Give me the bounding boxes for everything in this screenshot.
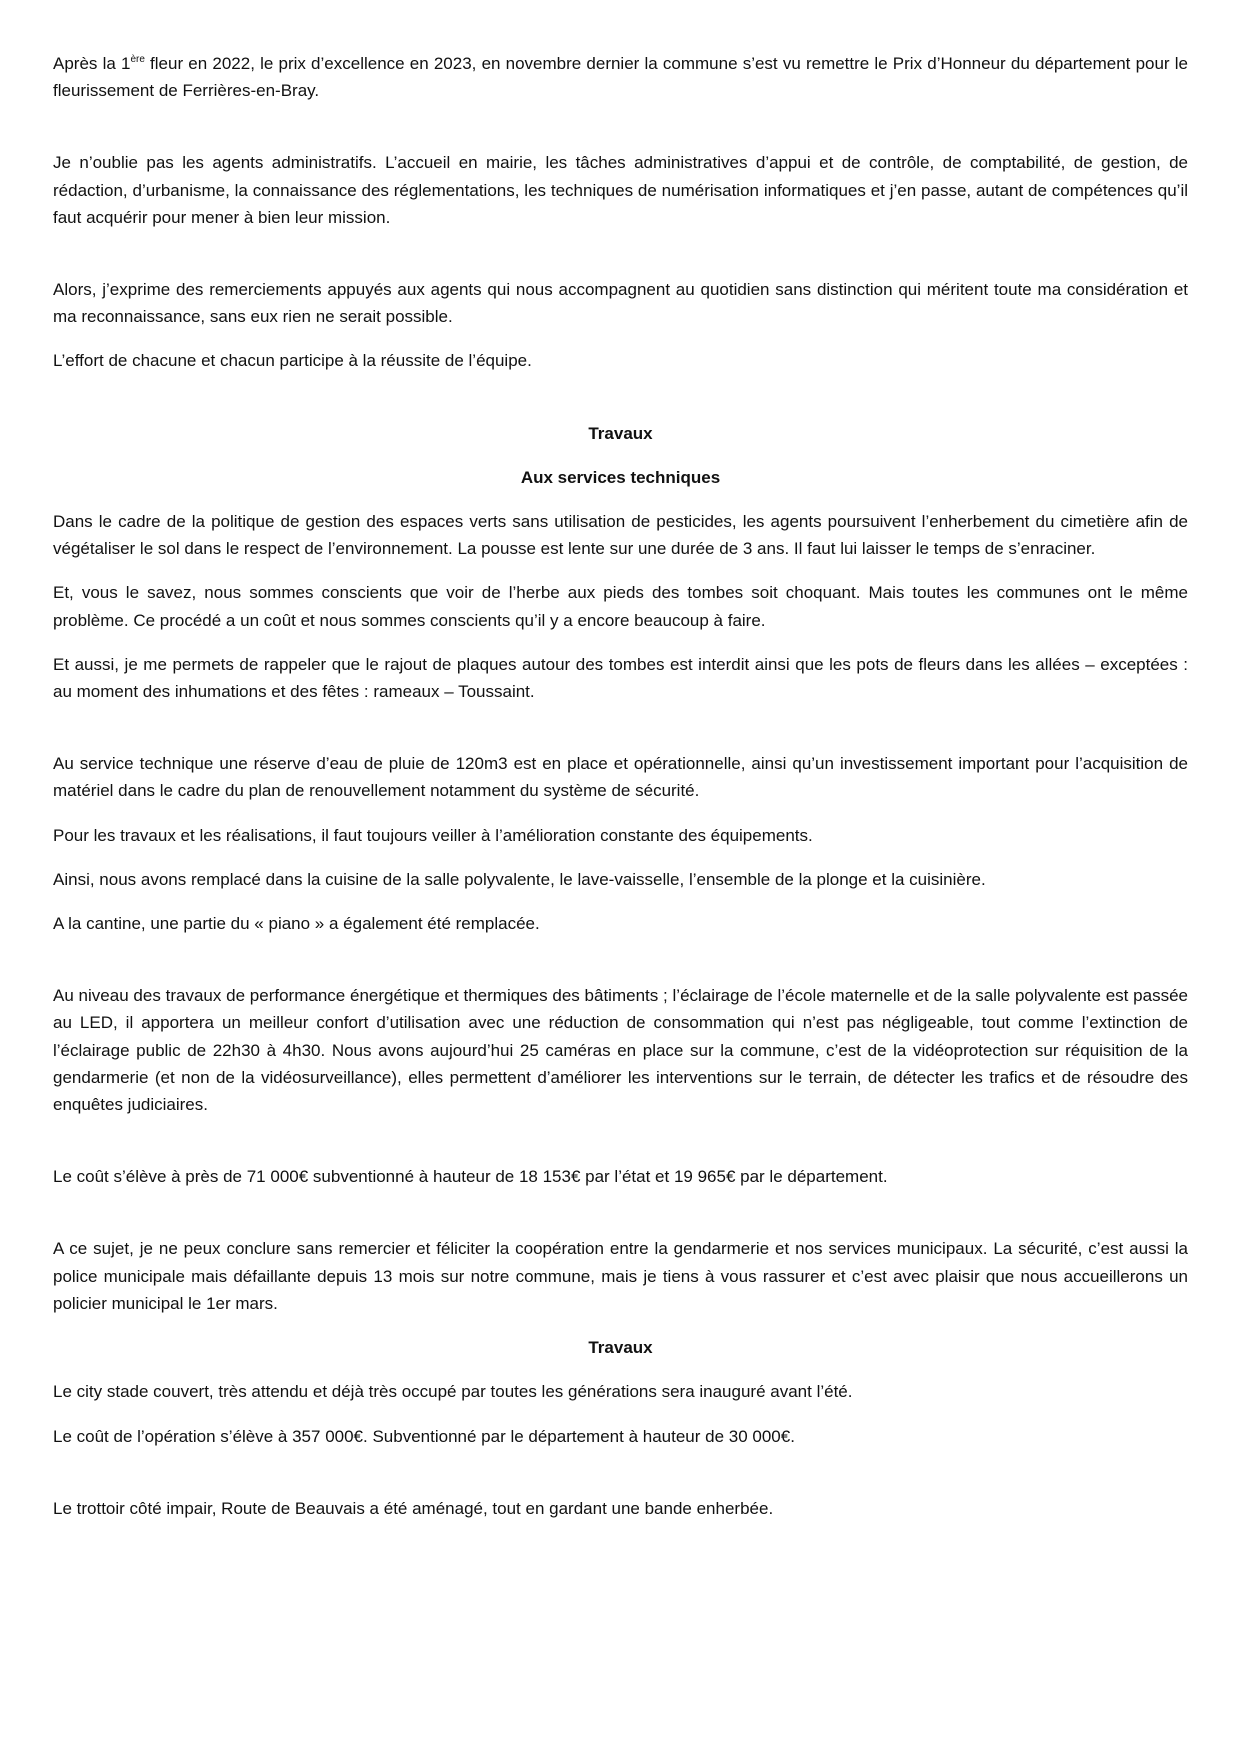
- paragraph-fleurissement: [53, 50, 1188, 104]
- paragraph-cout-videoprotection: Le coût s’élève à près de 71 000€ subventionné à hauteur de 18 153€ par l’état et 19 965€ par le département.: [53, 1167, 888, 1187]
- paragraph-remerciements: Alors, j’exprime des remerciements appuyés aux agents qui nous accompagnent au quotidien sans distinction qui méritent toute ma considération et ma reconnaissance, sans eux rien ne serait possible.: [53, 280, 1188, 327]
- paragraph-cooperation-gendarmerie: A ce sujet, je ne peux conclure sans remercier et féliciter la coopération entre la gendarmerie et nos services municipaux. La sécurité, c’est aussi la police municipale mais défaillante depuis 13 mois sur notre commune, mais je tiens à vous rassurer et c’est avec plaisir que nous accueillerons un policier municipal le 1er mars.: [53, 1239, 1188, 1313]
- heading-services-techniques: Aux services techniques: [520, 467, 721, 487]
- paragraph-city-stade: Le city stade couvert, très attendu et déjà très occupé par toutes les générations sera inauguré avant l’été.: [53, 1382, 853, 1402]
- heading-travaux-2: Travaux: [588, 1338, 653, 1358]
- paragraph-cout-city-stade: Le coût de l’opération s’élève à 357 000€. Subventionné par le département à hauteur de 30 000€.: [53, 1426, 795, 1446]
- paragraph-agents-administratifs: Je n’oublie pas les agents administratifs. L’accueil en mairie, les tâches administratives d’appui et de contrôle, de comptabilité, de gestion, de rédaction, d’urbanisme, la connaissance des réglementations, les techniques de numérisation informatiques et j’en passe, autant de compétences qu’il faut acquérir pour mener à bien leur mission.: [53, 153, 1188, 227]
- paragraph-enherbement: Dans le cadre de la politique de gestion des espaces verts sans utilisation de pesticides, les agents poursuivent l’enherbement du cimetière afin de végétaliser le sol dans le respect de l’environnement. La pousse est lente sur une durée de 3 ans. Il faut lui laisser le temps de s’enraciner.: [53, 512, 1188, 559]
- paragraph-plaques-tombes: Et aussi, je me permets de rappeler que le rajout de plaques autour des tombes est interdit ainsi que les pots de fleurs dans les allées – exceptées : au moment des inhumations et des fêtes : rameaux – Toussaint.: [53, 654, 1188, 702]
- paragraph-cantine: A la cantine, une partie du « piano » a également été remplacée.: [53, 914, 540, 934]
- paragraph-cuisine: Ainsi, nous avons remplacé dans la cuisine de la salle polyvalente, le lave-vaisselle, l’ensemble de la plonge et la cuisinière.: [53, 869, 986, 889]
- paragraph-effort-equipe: L’effort de chacune et chacun participe à la réussite de l’équipe.: [53, 351, 532, 371]
- paragraph-fleurissement-start: Après la 1: [53, 54, 131, 73]
- paragraph-equipements: Pour les travaux et les réalisations, il faut toujours veiller à l’amélioration constante des équipements.: [53, 825, 813, 845]
- heading-travaux: Travaux: [588, 423, 653, 443]
- paragraph-performance-energetique: Au niveau des travaux de performance énergétique et thermiques des bâtiments ; l’éclairage de l’école maternelle et de la salle polyvalente est passée au LED, il apportera un meilleur confort d’utilisation avec une réduction de consommation qui n’est pas négligeable, tout comme l’extinction de l’éclairage public de 22h30 à 4h30. Nous avons aujourd’hui 25 caméras en place sur la commune, c’est de la vidéoprotection sur réquisition de la gendarmerie (et non de la vidéosurveillance), elles permettent d’améliorer les interventions sur le terrain, de détecter les trafics et de résoudre des enquêtes judiciaires.: [53, 986, 1188, 1115]
- paragraph-trottoir: Le trottoir côté impair, Route de Beauvais a été aménagé, tout en gardant une bande enherbée.: [53, 1498, 774, 1518]
- paragraph-reserve-eau: Au service technique une réserve d’eau de pluie de 120m3 est en place et opérationnelle, ainsi qu’un investissement important pour l’acquisition de matériel dans le cadre du plan de renouvellement notamment du système de sécurité.: [53, 754, 1188, 801]
- superscript-ere: ère: [130, 54, 145, 65]
- paragraph-herbe-tombes: Et, vous le savez, nous sommes conscients que voir de l’herbe aux pieds des tombes soit choquant. Mais toutes les communes ont le même problème. Ce procédé a un coût et nous sommes conscients qu’il y a encore beaucoup à faire.: [53, 583, 1188, 630]
- paragraph-fleurissement-rest: fleur en 2022, le prix d’excellence en 2023, en novembre dernier la commune s’est vu remettre le Prix d’Honneur du département pour le fleurissement de Ferrières-en-Bray.: [53, 54, 1188, 101]
